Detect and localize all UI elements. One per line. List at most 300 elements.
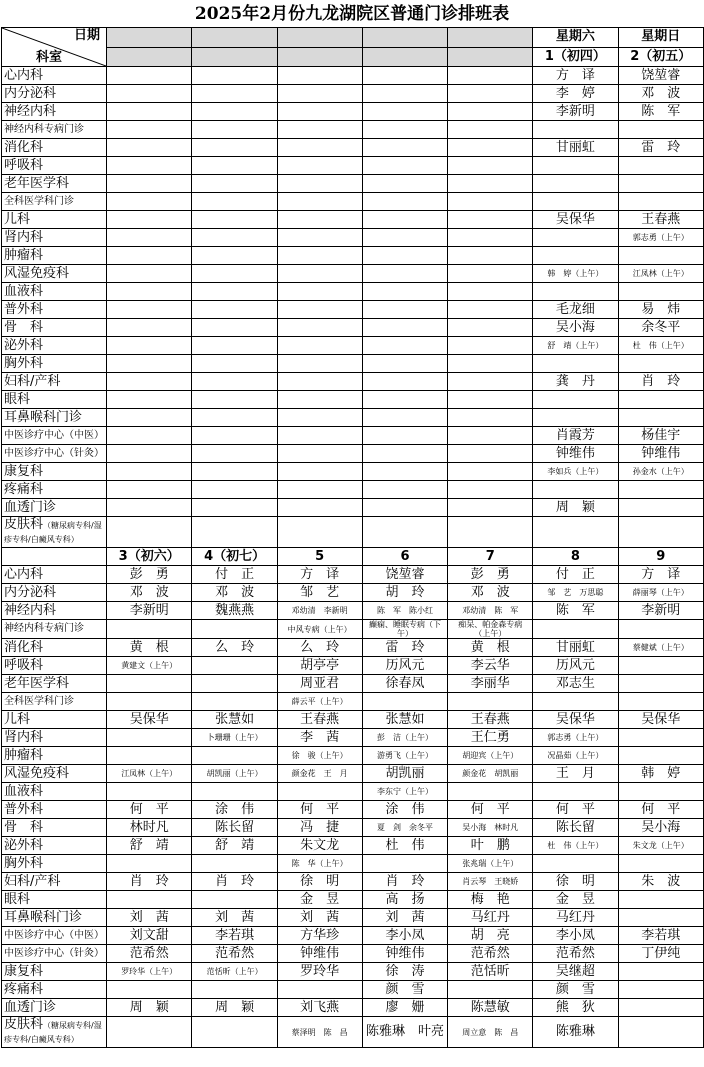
- department-cell: [2, 121, 107, 139]
- doctor-cell: [448, 445, 533, 463]
- doctor-cell: [277, 229, 362, 247]
- doctor-cell: 邓幼清 李新明: [277, 602, 362, 620]
- block2-corner-cell: [2, 548, 107, 566]
- doctor-cell: [107, 855, 192, 873]
- schedule-row: [2, 620, 704, 639]
- doctor-cell: [192, 283, 277, 301]
- doctor-cell: [277, 391, 362, 409]
- doctor-cell: [618, 855, 703, 873]
- department-cell: [2, 873, 107, 891]
- doctor-cell: [448, 391, 533, 409]
- department-cell: [2, 566, 107, 584]
- doctor-cell: 周 颖: [533, 499, 618, 517]
- department-name: 骨 科: [4, 819, 44, 835]
- doctor-cell: 历风元: [362, 657, 448, 675]
- doctor-cell: [618, 391, 703, 409]
- doctor-cell: 李丽华: [448, 675, 533, 693]
- doctor-cell: [192, 265, 277, 283]
- schedule-row: [2, 837, 704, 855]
- doctor-cell: [107, 193, 192, 211]
- department-cell: [2, 301, 107, 319]
- doctor-cell: [192, 139, 277, 157]
- doctor-cell: 徐春凤: [362, 675, 448, 693]
- schedule-row: [2, 639, 704, 657]
- doctor-cell: 刘 茜: [277, 909, 362, 927]
- doctor-cell: 舒 靖: [192, 837, 277, 855]
- department-name: 骨 科: [4, 319, 44, 335]
- department-name: 眼科: [4, 391, 31, 407]
- doctor-cell: 范希然: [533, 945, 618, 963]
- doctor-cell: [618, 909, 703, 927]
- department-name: 老年医学科: [4, 675, 70, 691]
- department-note: （糖尿病专科/湿疹专科/白癜风专科）: [4, 1021, 102, 1044]
- doctor-cell: 饶堃睿: [362, 566, 448, 584]
- doctor-cell: 胡迎宾（上午）: [448, 747, 533, 765]
- department-cell: [2, 103, 107, 121]
- date-header: [107, 47, 192, 67]
- doctor-cell: 徐 明: [277, 873, 362, 891]
- department-cell: [2, 981, 107, 999]
- doctor-cell: [362, 103, 448, 121]
- doctor-cell: [107, 747, 192, 765]
- department-name: 普外科: [4, 301, 44, 317]
- doctor-cell: [107, 729, 192, 747]
- doctor-cell: [192, 855, 277, 873]
- doctor-cell: 罗玲华: [277, 963, 362, 981]
- department-cell: [2, 657, 107, 675]
- doctor-cell: [362, 175, 448, 193]
- schedule-row: [2, 566, 704, 584]
- doctor-cell: 吴保华: [107, 711, 192, 729]
- doctor-cell: [107, 121, 192, 139]
- schedule-row: [2, 373, 704, 391]
- doctor-cell: [533, 355, 618, 373]
- department-cell: [2, 837, 107, 855]
- doctor-cell: 刘 茜: [192, 909, 277, 927]
- department-name: 泌外科: [4, 337, 44, 353]
- doctor-cell: [618, 517, 703, 548]
- doctor-cell: 何 平: [277, 801, 362, 819]
- schedule-row: [2, 693, 704, 711]
- doctor-cell: [107, 229, 192, 247]
- doctor-cell: 廖 姗: [362, 999, 448, 1017]
- doctor-cell: 黄 根: [107, 639, 192, 657]
- department-cell: [2, 175, 107, 193]
- department-cell: [2, 85, 107, 103]
- doctor-cell: 李新明: [618, 602, 703, 620]
- doctor-cell: 邓 波: [448, 584, 533, 602]
- doctor-cell: [192, 463, 277, 481]
- department-cell: [2, 999, 107, 1017]
- department-name: 血透门诊: [4, 499, 57, 515]
- department-name: 神经内科: [4, 602, 57, 618]
- doctor-cell: [107, 373, 192, 391]
- date-header: 9: [618, 548, 703, 566]
- block2-date-row: [2, 548, 704, 566]
- department-cell: [2, 639, 107, 657]
- department-name: 血透门诊: [4, 999, 57, 1015]
- doctor-cell: 周亚君: [277, 675, 362, 693]
- doctor-cell: 陈长留: [533, 819, 618, 837]
- schedule-row: [2, 319, 704, 337]
- doctor-cell: [277, 193, 362, 211]
- doctor-cell: 彭 勇: [448, 566, 533, 584]
- doctor-cell: [448, 193, 533, 211]
- doctor-cell: [192, 355, 277, 373]
- doctor-cell: 游勇飞（上午）: [362, 747, 448, 765]
- doctor-cell: 方华珍: [277, 927, 362, 945]
- doctor-cell: 杜 伟: [362, 837, 448, 855]
- doctor-cell: [618, 157, 703, 175]
- doctor-cell: 张慧如: [362, 711, 448, 729]
- schedule-row: [2, 139, 704, 157]
- doctor-cell: [192, 499, 277, 517]
- schedule-row: [2, 481, 704, 499]
- doctor-cell: [362, 373, 448, 391]
- doctor-cell: [362, 463, 448, 481]
- doctor-cell: 胡亭亭: [277, 657, 362, 675]
- department-name: 耳鼻喉科门诊: [4, 409, 83, 425]
- date-header: [362, 47, 448, 67]
- department-name: 康复科: [4, 963, 44, 979]
- doctor-cell: [618, 355, 703, 373]
- doctor-cell: [362, 85, 448, 103]
- department-name: 风湿免疫科: [4, 265, 70, 281]
- department-name: 血液科: [4, 283, 44, 299]
- doctor-cell: 雷 玲: [362, 639, 448, 657]
- department-cell: [2, 139, 107, 157]
- department-cell: [2, 193, 107, 211]
- doctor-cell: [618, 693, 703, 711]
- doctor-cell: 中风专病（上午）: [277, 620, 362, 639]
- department-cell: [2, 963, 107, 981]
- schedule-row: [2, 927, 704, 945]
- doctor-cell: [448, 355, 533, 373]
- schedule-row: [2, 657, 704, 675]
- department-name: 消化科: [4, 639, 44, 655]
- doctor-cell: 龚 丹: [533, 373, 618, 391]
- date-header: 7: [448, 548, 533, 566]
- doctor-cell: [362, 283, 448, 301]
- doctor-cell: 李新明: [107, 602, 192, 620]
- doctor-cell: [192, 981, 277, 999]
- doctor-cell: [362, 157, 448, 175]
- schedule-row: [2, 355, 704, 373]
- department-name: 神经内科专病门诊: [4, 123, 84, 135]
- schedule-row: [2, 981, 704, 999]
- doctor-cell: 李东宁（上午）: [362, 783, 448, 801]
- doctor-cell: [362, 855, 448, 873]
- doctor-cell: 丁伊纯: [618, 945, 703, 963]
- doctor-cell: [192, 247, 277, 265]
- doctor-cell: 范恬昕（上午）: [192, 963, 277, 981]
- doctor-cell: [362, 319, 448, 337]
- department-name: 儿科: [4, 211, 31, 227]
- doctor-cell: 江凤林（上午）: [107, 765, 192, 783]
- doctor-cell: 蔡健斌（上午）: [618, 639, 703, 657]
- department-cell: [2, 675, 107, 693]
- date-header: [277, 47, 362, 67]
- doctor-cell: [362, 693, 448, 711]
- doctor-cell: [448, 229, 533, 247]
- department-cell: [2, 319, 107, 337]
- doctor-cell: [107, 265, 192, 283]
- doctor-cell: 郭志勇（上午）: [533, 729, 618, 747]
- department-name: 肾内科: [4, 229, 44, 245]
- doctor-cell: [448, 481, 533, 499]
- doctor-cell: [533, 481, 618, 499]
- doctor-cell: 邓幼清 陈 军: [448, 602, 533, 620]
- doctor-cell: [362, 445, 448, 463]
- doctor-cell: [448, 517, 533, 548]
- doctor-cell: 周 颖: [107, 999, 192, 1017]
- doctor-cell: [618, 247, 703, 265]
- department-name: 神经内科专病门诊: [4, 623, 84, 634]
- doctor-cell: [448, 783, 533, 801]
- department-cell: [2, 265, 107, 283]
- department-name: 泌外科: [4, 837, 44, 853]
- doctor-cell: [107, 67, 192, 85]
- department-cell: [2, 499, 107, 517]
- doctor-cell: [533, 620, 618, 639]
- department-name: 眼科: [4, 891, 31, 907]
- department-cell: [2, 337, 107, 355]
- doctor-cell: 郭志勇（上午）: [618, 229, 703, 247]
- doctor-cell: 胡 亮: [448, 927, 533, 945]
- doctor-cell: 吴继超: [533, 963, 618, 981]
- date-header: 6: [362, 548, 448, 566]
- doctor-cell: 林时凡: [107, 819, 192, 837]
- doctor-cell: [533, 121, 618, 139]
- doctor-cell: [192, 445, 277, 463]
- doctor-cell: 叶 鹏: [448, 837, 533, 855]
- doctor-cell: [192, 193, 277, 211]
- doctor-cell: [107, 301, 192, 319]
- department-name: 呼吸科: [4, 157, 44, 173]
- doctor-cell: 范希然: [448, 945, 533, 963]
- dept-label: 科室: [36, 50, 63, 65]
- doctor-cell: 李若琪: [192, 927, 277, 945]
- doctor-cell: 范希然: [107, 945, 192, 963]
- doctor-cell: [448, 139, 533, 157]
- doctor-cell: [277, 283, 362, 301]
- doctor-cell: [277, 139, 362, 157]
- doctor-cell: 舒 靖（上午）: [533, 337, 618, 355]
- schedule-row: [2, 729, 704, 747]
- doctor-cell: 付 正: [192, 566, 277, 584]
- schedule-row: [2, 157, 704, 175]
- doctor-cell: 胡凯丽（上午）: [192, 765, 277, 783]
- department-cell: [2, 373, 107, 391]
- doctor-cell: [618, 999, 703, 1017]
- doctor-cell: [618, 481, 703, 499]
- doctor-cell: 薛云平（上午）: [277, 693, 362, 711]
- doctor-cell: 韩 婷: [618, 765, 703, 783]
- doctor-cell: [618, 657, 703, 675]
- schedule-row: [2, 391, 704, 409]
- doctor-cell: [192, 85, 277, 103]
- doctor-cell: 张慧如: [192, 711, 277, 729]
- department-cell: [2, 355, 107, 373]
- doctor-cell: 冯 捷: [277, 819, 362, 837]
- doctor-cell: 陈 军: [618, 103, 703, 121]
- date-header: 4（初七）: [192, 548, 277, 566]
- schedule-row: [2, 67, 704, 85]
- doctor-cell: [533, 409, 618, 427]
- doctor-cell: [192, 229, 277, 247]
- department-cell: [2, 602, 107, 620]
- doctor-cell: [448, 301, 533, 319]
- doctor-cell: [192, 657, 277, 675]
- doctor-cell: [533, 247, 618, 265]
- doctor-cell: [277, 67, 362, 85]
- doctor-cell: [192, 103, 277, 121]
- department-name: 中医诊疗中心（中医）: [4, 929, 104, 941]
- department-cell: [2, 463, 107, 481]
- date-header: 1（初四）: [533, 47, 618, 67]
- doctor-cell: [533, 855, 618, 873]
- doctor-cell: 徐 骏（上午）: [277, 747, 362, 765]
- doctor-cell: 刘文甜: [107, 927, 192, 945]
- doctor-cell: 李新明: [533, 103, 618, 121]
- doctor-cell: [448, 463, 533, 481]
- doctor-cell: [448, 499, 533, 517]
- doctor-cell: [362, 499, 448, 517]
- doctor-cell: 癫痫、睡眠专病（下午）: [362, 620, 448, 639]
- schedule-row: [2, 819, 704, 837]
- doctor-cell: [618, 193, 703, 211]
- department-name: 风湿免疫科: [4, 765, 70, 781]
- schedule-row: [2, 602, 704, 620]
- doctor-cell: 王仁勇: [448, 729, 533, 747]
- doctor-cell: 涂 伟: [362, 801, 448, 819]
- doctor-cell: [192, 319, 277, 337]
- doctor-cell: 钟维伟: [533, 445, 618, 463]
- schedule-row: [2, 265, 704, 283]
- department-note: （糖尿病专科/湿疹专科/白癜风专科）: [4, 521, 102, 544]
- doctor-cell: [448, 247, 533, 265]
- doctor-cell: 邓 波: [618, 85, 703, 103]
- schedule-row: [2, 747, 704, 765]
- doctor-cell: [362, 139, 448, 157]
- doctor-cell: 刘 茜: [107, 909, 192, 927]
- doctor-cell: [362, 67, 448, 85]
- doctor-cell: 李 茜: [277, 729, 362, 747]
- department-name: 心内科: [4, 67, 44, 83]
- doctor-cell: [107, 620, 192, 639]
- doctor-cell: 钟维伟: [277, 945, 362, 963]
- doctor-cell: [107, 157, 192, 175]
- doctor-cell: 甘丽虹: [533, 639, 618, 657]
- schedule-row: [2, 963, 704, 981]
- doctor-cell: [448, 85, 533, 103]
- doctor-cell: 李若琪: [618, 927, 703, 945]
- doctor-cell: [533, 175, 618, 193]
- department-name: 全科医学科门诊: [4, 695, 74, 707]
- department-cell: [2, 711, 107, 729]
- doctor-cell: [192, 157, 277, 175]
- department-name: 消化科: [4, 139, 44, 155]
- schedule-row: [2, 517, 704, 548]
- doctor-cell: [192, 620, 277, 639]
- doctor-cell: [448, 103, 533, 121]
- doctor-cell: 胡凯丽: [362, 765, 448, 783]
- doctor-cell: [277, 427, 362, 445]
- doctor-cell: 王春燕: [618, 211, 703, 229]
- schedule-row: [2, 801, 704, 819]
- department-cell: [2, 801, 107, 819]
- doctor-cell: 肖云琴 王晓娇: [448, 873, 533, 891]
- schedule-row: [2, 283, 704, 301]
- schedule-row: [2, 855, 704, 873]
- doctor-cell: [107, 499, 192, 517]
- department-cell: [2, 819, 107, 837]
- doctor-cell: 蔡泽明 陈 昌: [277, 1017, 362, 1048]
- doctor-cell: 金 昱: [277, 891, 362, 909]
- doctor-cell: [107, 175, 192, 193]
- doctor-cell: [107, 675, 192, 693]
- doctor-cell: 况晶茹（上午）: [533, 747, 618, 765]
- doctor-cell: [107, 693, 192, 711]
- doctor-cell: [362, 211, 448, 229]
- doctor-cell: [448, 283, 533, 301]
- doctor-cell: [618, 729, 703, 747]
- doctor-cell: 方 译: [533, 67, 618, 85]
- doctor-cell: [533, 283, 618, 301]
- doctor-cell: [277, 373, 362, 391]
- doctor-cell: 陈 华（上午）: [277, 855, 362, 873]
- weekday-header: [192, 28, 277, 48]
- doctor-cell: [192, 121, 277, 139]
- department-cell: [2, 409, 107, 427]
- doctor-cell: [448, 265, 533, 283]
- doctor-cell: [277, 337, 362, 355]
- department-name: 心内科: [4, 566, 44, 582]
- header-diagonal-cell: [2, 28, 107, 67]
- doctor-cell: [362, 247, 448, 265]
- doctor-cell: 余冬平: [618, 319, 703, 337]
- doctor-cell: [448, 693, 533, 711]
- doctor-cell: 胡 玲: [362, 584, 448, 602]
- doctor-cell: [448, 211, 533, 229]
- doctor-cell: 吴小海 林时凡: [448, 819, 533, 837]
- doctor-cell: [277, 319, 362, 337]
- doctor-cell: [362, 517, 448, 548]
- department-cell: [2, 747, 107, 765]
- doctor-cell: [277, 301, 362, 319]
- department-name: 疼痛科: [4, 981, 44, 997]
- doctor-cell: [192, 175, 277, 193]
- doctor-cell: 朱 波: [618, 873, 703, 891]
- doctor-cell: 颜金花 胡凯丽: [448, 765, 533, 783]
- department-cell: [2, 211, 107, 229]
- doctor-cell: [277, 265, 362, 283]
- doctor-cell: 彭 洁（上午）: [362, 729, 448, 747]
- department-cell: [2, 620, 107, 639]
- doctor-cell: [277, 463, 362, 481]
- department-name: 儿科: [4, 711, 31, 727]
- doctor-cell: 周 颖: [192, 999, 277, 1017]
- doctor-cell: 方 译: [277, 566, 362, 584]
- doctor-cell: [362, 391, 448, 409]
- doctor-cell: [192, 747, 277, 765]
- doctor-cell: 易 炜: [618, 301, 703, 319]
- doctor-cell: 魏燕燕: [192, 602, 277, 620]
- doctor-cell: 吴保华: [533, 211, 618, 229]
- doctor-cell: [107, 355, 192, 373]
- doctor-cell: [277, 445, 362, 463]
- doctor-cell: 夏 剑 余冬平: [362, 819, 448, 837]
